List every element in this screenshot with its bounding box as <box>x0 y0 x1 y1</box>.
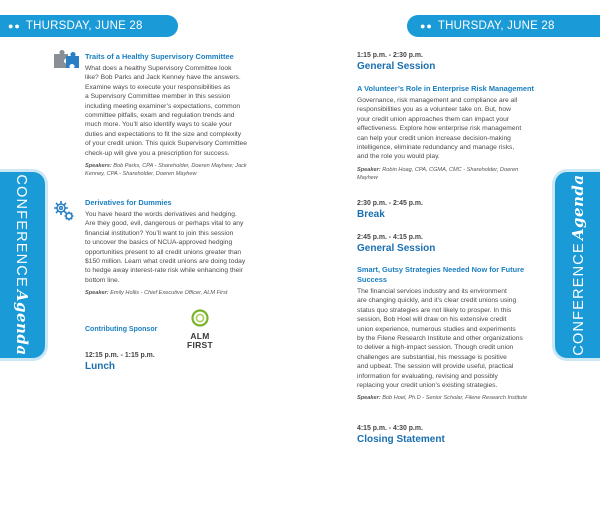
session-title[interactable] <box>357 265 552 285</box>
side-tab-script: Agenda <box>13 289 31 356</box>
closing-block <box>357 424 552 446</box>
desc-line: responsibilities you as a volunteer take on. But, how <box>357 106 511 114</box>
session-speakers <box>85 162 290 178</box>
desc-line: The financial services industry and its environment <box>357 288 507 295</box>
session-description <box>85 210 290 285</box>
desc-line: duties and expectations to fit the size and complexity <box>85 130 242 138</box>
desc-line: $150 million. Learn what credit unions are doing today <box>85 258 246 266</box>
desc-line: challenges are substantial, his message is positive <box>357 353 507 361</box>
session-heading: Closing Statement <box>357 434 445 445</box>
session-description <box>85 64 290 158</box>
desc-line: like? Bob Parks and Jack Kenney have the answers. <box>85 74 241 82</box>
side-tab-word: CONFERENCE <box>571 242 587 356</box>
desc-line: by the Filene Research Institute and other organizations <box>357 335 523 343</box>
desc-line: bottom line. <box>85 276 120 284</box>
desc-line: Examine ways to execute your responsibilities as <box>85 83 231 91</box>
session-time: 2:30 p.m. - 2:45 p.m. <box>357 200 423 207</box>
title-line: Success <box>357 275 387 284</box>
side-tab-text <box>569 174 587 355</box>
desc-line: including meeting examiner’s expectations, common <box>85 102 241 110</box>
banner-dots: ●● <box>420 21 433 31</box>
speaker-label: Speaker: <box>357 395 381 402</box>
desc-line: to deliver a high-impact session. Though credit union <box>357 344 514 352</box>
session-speakers <box>85 289 290 297</box>
speaker-name: Mayhew <box>357 174 378 181</box>
desc-line: You have heard the words derivatives and hedging. <box>85 211 237 218</box>
day-banner-left <box>0 15 178 37</box>
desc-line: union experience, numerous studies and experiments <box>357 325 516 333</box>
desc-line: opportunities present to all credit unions greater than <box>85 248 242 256</box>
desc-line: Governance, risk management and compliance are all <box>357 97 518 104</box>
session-title[interactable]: Traits of a Healthy Supervisory Committee <box>85 52 234 61</box>
desc-line: status quo strategies are not likely to prosper. In this <box>357 306 512 314</box>
session-title[interactable]: A Volunteer’s Role in Enterprise Risk Management <box>357 84 535 93</box>
session-smart-strategies <box>357 265 552 402</box>
speaker-name: Emily Hollis - Chief Executive Officer, ALM First <box>108 290 228 297</box>
session-heading: General Session <box>357 61 436 72</box>
side-tab-right <box>555 172 600 358</box>
general-session-1 <box>357 51 552 73</box>
desc-line: information for evaluating, revising and possibly <box>357 372 498 380</box>
desc-line: of your credit union. This quick Supervisory Committee <box>85 140 247 148</box>
session-derivatives <box>85 198 290 297</box>
session-heading: Lunch <box>85 361 115 372</box>
desc-line: to hedge away interest-rate risk while enhancing their <box>85 267 243 275</box>
desc-line: your credit union approaches them can impact your <box>357 115 510 123</box>
speaker-label: Speakers: <box>85 163 112 170</box>
contributing-sponsor <box>85 318 185 336</box>
alm-first-swirl-logo <box>176 309 224 329</box>
session-title[interactable]: Derivatives for Dummies <box>85 198 172 207</box>
desc-line: check-up will give you a prescription for success. <box>85 149 230 157</box>
session-description <box>357 287 552 390</box>
speaker-name: Bob Hoel, Ph.D - Senior Scholar, Filene Research Institute <box>380 395 528 402</box>
session-heading: General Session <box>357 243 436 254</box>
logo-text: ALM FIRST <box>186 331 214 350</box>
desc-line: effectiveness. Explore how enterprise risk management <box>357 125 522 133</box>
day-label-left: THURSDAY, JUNE 28 <box>25 20 143 32</box>
session-traits <box>85 52 290 178</box>
desc-line: replacing your credit union’s existing strategies. <box>357 382 498 390</box>
session-time: 4:15 p.m. - 4:30 p.m. <box>357 425 423 432</box>
side-tab-script: Agenda <box>569 174 587 241</box>
desc-line: and upbeat. The session will provide useful, practical <box>357 363 514 371</box>
lunch-block <box>85 351 285 373</box>
desc-line: intelligence, eliminate redundancy and manage risks, <box>357 144 515 152</box>
speaker-label: Speaker: <box>85 290 109 297</box>
alm-first-logo[interactable] <box>176 309 224 350</box>
puzzle-pieces-icon <box>52 50 80 77</box>
desc-line: a Supervisory Committee member in this session <box>85 93 231 101</box>
general-session-2 <box>357 233 552 255</box>
side-tab-text <box>13 174 31 355</box>
session-speakers <box>357 166 552 182</box>
session-description <box>357 96 552 162</box>
session-volunteer-erm <box>357 84 552 182</box>
desc-line: to uncover the basics of NCUA-approved hedging <box>85 239 233 247</box>
side-tab-left <box>0 172 45 358</box>
session-heading: Break <box>357 209 385 220</box>
break-block <box>357 199 552 221</box>
desc-line: committee pitfalls, exam and regulation trends and <box>85 112 235 120</box>
session-time: 2:45 p.m. - 4:15 p.m. <box>357 234 423 241</box>
session-speakers <box>357 394 552 402</box>
day-banner-right <box>407 15 600 37</box>
desc-line: session, Bob Hoel will draw on his extensive credit <box>357 316 507 324</box>
desc-line: much more. You’ll also identify ways to scale your <box>85 121 232 129</box>
banner-dots: ●● <box>8 21 21 31</box>
speaker-label: Speaker: <box>357 166 381 173</box>
session-time: 1:15 p.m. - 2:30 p.m. <box>357 52 423 59</box>
gears-icon <box>52 199 76 228</box>
desc-line: are changing quickly, and it’s clear credit unions using <box>357 297 517 305</box>
desc-line: Are they good, evil, dangerous or perhaps vital to any <box>85 220 244 228</box>
session-time: 12:15 p.m. - 1:15 p.m. <box>85 352 155 359</box>
sponsor-label: Contributing Sponsor <box>85 326 158 333</box>
speaker-name: Robin Hoag, CPA, CGMA, CMC - Shareholder, Doeren <box>380 166 519 173</box>
side-tab-word: CONFERENCE <box>13 174 29 288</box>
desc-line: financial institution? You’ll want to join this session <box>85 229 234 237</box>
desc-line: can help your credit union increase decision-making <box>357 134 511 142</box>
desc-line: and the role you would play. <box>357 153 440 161</box>
speaker-name: Bob Parks, CPA - Shareholder, Doeren Mayhew; Jack <box>111 163 247 170</box>
desc-line: What does a healthy Supervisory Committee look <box>85 65 232 72</box>
day-label-right: THURSDAY, JUNE 28 <box>437 20 555 32</box>
title-line: Smart, Gutsy Strategies Needed Now for Future <box>357 265 525 274</box>
speaker-name: Kenney, CPA - Shareholder, Doeren Mayhew <box>85 171 197 178</box>
